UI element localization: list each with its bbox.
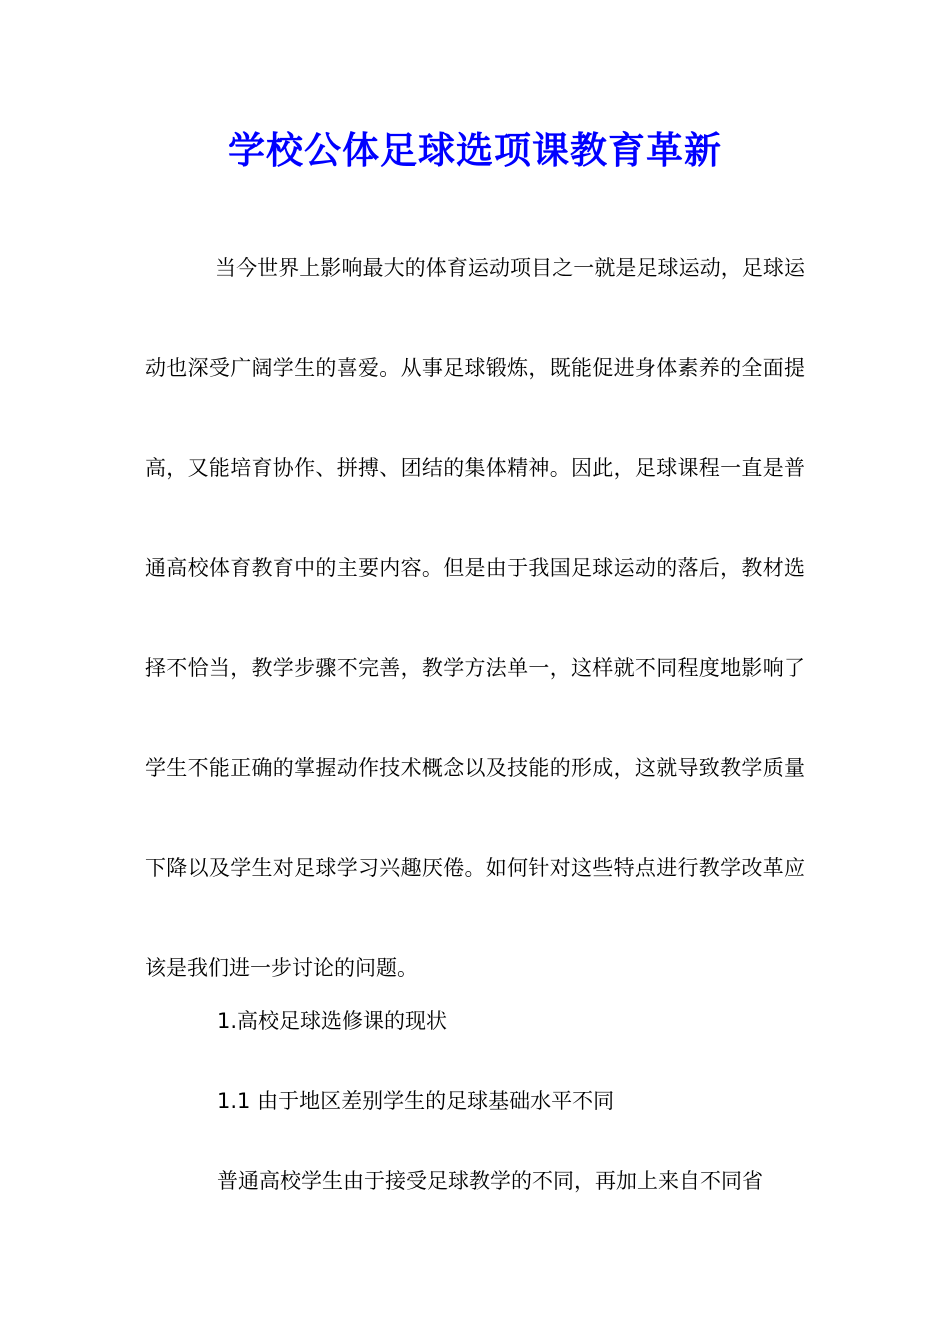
document-title: 学校公体足球选项课教育革新 <box>228 128 722 172</box>
section-heading-1: 1.高校足球选修课的现状 <box>217 1009 448 1033</box>
intro-paragraph: 当今世界上影响最大的体育运动项目之一就是足球运动，足球运动也深受广阔学生的喜爱。从事足球锻炼，既能促进身体素养的全面提高，又能培育协作、拼搏、团结的集体精神。因此，足球课程一直是普通高校体育教育中的主要内容。但是由于我国足球运动的落后，教材选择不恰当，教学步骤不完善，教学方法单一，这样就不同程度地影响了学生不能正确的掌握动作技术概念以及技能的形成，这就导致教学质量下降以及学生对足球学习兴趣厌倦。如何针对这些特点进行教学改革应该是我们进一步讨论的问题。 <box>145 256 805 980</box>
section-heading-1-1: 1.1 由于地区差别学生的足球基础水平不同 <box>217 1089 615 1113</box>
paragraph-start: 普通高校学生由于接受足球教学的不同，再加上来自不同省 <box>217 1169 763 1193</box>
